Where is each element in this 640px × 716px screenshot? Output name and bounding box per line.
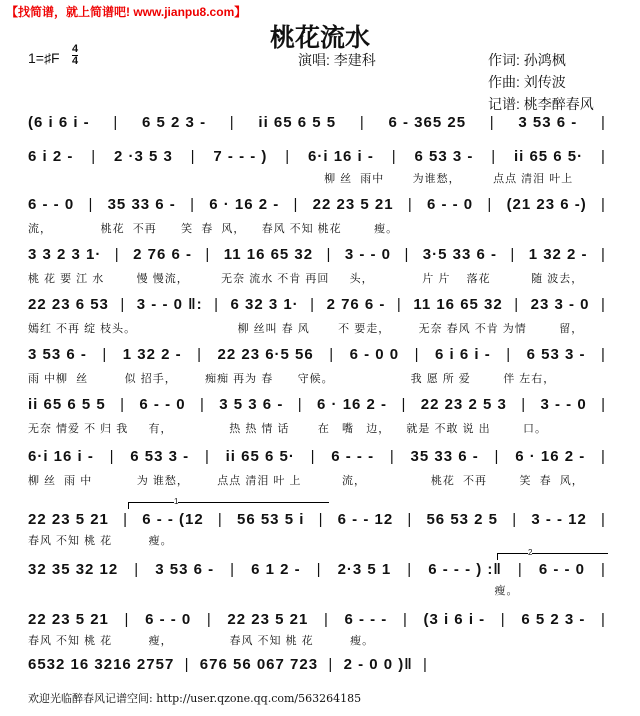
measure: 6 - - 12 bbox=[337, 511, 394, 528]
volta-2 bbox=[497, 548, 608, 560]
bar-line: | bbox=[120, 296, 126, 313]
measure: 3 5 3 6 - bbox=[219, 396, 284, 413]
measure: (6 i 6 i - bbox=[28, 114, 90, 131]
lyrics-row: 嫣红 不再 绽 枝头。 柳 丝叫 春 风 不 要走， 无奈 春风 不肯 为情 留， bbox=[28, 323, 584, 335]
measure: 3 - - 0 bbox=[540, 396, 587, 413]
measure: 6 i 2 - bbox=[28, 148, 74, 165]
bar-line: | bbox=[600, 148, 606, 165]
bar-line: | bbox=[310, 296, 316, 313]
bar-line: | bbox=[206, 611, 212, 628]
bar-line: | bbox=[600, 114, 606, 131]
lyrics-row: 春风 不知 桃 花 瘦， 春风 不知 桃 花 瘦。 bbox=[28, 635, 375, 647]
bar-line: | bbox=[601, 196, 606, 213]
bar-line: | bbox=[318, 511, 324, 528]
lyrics-row: 柳 丝 雨 中 为 谁愁， 点点 清泪 叶 上 流， 桃花 不再 笑 春 风， bbox=[28, 475, 584, 487]
bar-line: | bbox=[323, 611, 329, 628]
measure: 22 23 5 21 bbox=[227, 611, 309, 628]
measure: 2·3 5 1 bbox=[337, 561, 392, 578]
bar-line: | bbox=[423, 656, 428, 673]
measure: 56 53 5 i bbox=[236, 511, 305, 528]
measure: 22 23 6 53 bbox=[28, 296, 109, 313]
lyrics-row: 春风 不知 桃 花 瘦。 bbox=[28, 535, 173, 547]
bar-line: | bbox=[407, 511, 413, 528]
bar-line: | bbox=[601, 511, 606, 528]
time-bottom: 4 bbox=[72, 55, 79, 67]
transcriber: 记谱: 桃李醉春风 bbox=[488, 96, 594, 112]
measure: 6·i 16 i - bbox=[28, 448, 94, 465]
bar-line: | bbox=[326, 246, 332, 263]
measure: ii 65 6 5· bbox=[225, 448, 295, 465]
measure: ii 65 6 5 5 bbox=[258, 114, 337, 131]
bar-line: | bbox=[487, 196, 493, 213]
measure: (3 i 6 i - bbox=[423, 611, 486, 628]
measure: 6 i 6 i - bbox=[435, 346, 491, 363]
notation-row bbox=[28, 656, 428, 673]
bar-line: | bbox=[190, 148, 196, 165]
bar-line: | bbox=[102, 346, 108, 363]
measure: 3 - - 0 ‖: bbox=[136, 296, 203, 313]
time-top: 4 bbox=[72, 43, 79, 55]
measure: 6 - - 0 bbox=[139, 396, 186, 413]
notation-row bbox=[28, 611, 606, 628]
lyrics-row: 瘦。 bbox=[28, 585, 519, 597]
measure: 1 32 2 - bbox=[528, 246, 588, 263]
bar-line: | bbox=[297, 396, 303, 413]
measure: 35 33 6 - bbox=[107, 196, 176, 213]
key-signature: 1=♯F bbox=[28, 50, 60, 66]
measure: (21 23 6 -) bbox=[506, 196, 587, 213]
bar-line: | bbox=[328, 656, 334, 673]
measure: 2 76 6 - bbox=[133, 246, 192, 263]
bar-line: | bbox=[134, 561, 140, 578]
bar-line: | bbox=[389, 448, 395, 465]
bar-line: | bbox=[510, 246, 516, 263]
measure: 22 23 6·5 56 bbox=[217, 346, 314, 363]
bar-line: | bbox=[217, 511, 223, 528]
bar-line: | bbox=[396, 296, 402, 313]
bar-line: | bbox=[391, 148, 397, 165]
bar-line: | bbox=[230, 561, 236, 578]
bar-line: | bbox=[184, 656, 190, 673]
measure: 35 33 6 - bbox=[410, 448, 479, 465]
measure: 6 · 16 2 - bbox=[515, 448, 586, 465]
measure: 6 - - 0 bbox=[538, 561, 586, 578]
bar-line: | bbox=[601, 396, 606, 413]
measure: 3 53 6 - bbox=[518, 114, 578, 131]
bar-line: | bbox=[414, 346, 420, 363]
bar-line: | bbox=[521, 396, 527, 413]
measure: 6·i 16 i - bbox=[308, 148, 374, 165]
bar-line: | bbox=[329, 346, 335, 363]
notation-row bbox=[28, 396, 606, 413]
measure: 3 - - 0 bbox=[344, 246, 392, 263]
composer: 作曲: 刘传波 bbox=[488, 74, 566, 90]
bar-line: | bbox=[514, 296, 520, 313]
bar-line: | bbox=[109, 448, 115, 465]
measure: 22 23 5 21 bbox=[28, 511, 109, 528]
singer: 演唱: 李建科 bbox=[298, 52, 376, 68]
measure: 6 · 16 2 - bbox=[317, 396, 388, 413]
measure: 6 - - 0 bbox=[426, 196, 474, 213]
notation-row bbox=[28, 511, 606, 528]
bar-line: | bbox=[199, 396, 205, 413]
volta-1-label: 1 bbox=[174, 497, 179, 506]
bar-line: | bbox=[407, 561, 413, 578]
notation-row bbox=[28, 448, 606, 465]
measure: 6 1 2 - bbox=[251, 561, 301, 578]
lyrics-row: 雨 中柳 丝 似 招手， 痴痴 再为 春 守候。 我 愿 所 爱 伴 左右， bbox=[28, 373, 556, 385]
bar-line: | bbox=[489, 114, 495, 131]
bar-line: | bbox=[402, 611, 408, 628]
measure: 6 53 3 - bbox=[414, 148, 474, 165]
notation-row bbox=[28, 346, 606, 363]
measure: 6 53 3 - bbox=[130, 448, 190, 465]
measure: 2 ·3 5 3 bbox=[113, 148, 173, 165]
measure: 6 - - - bbox=[344, 611, 388, 628]
measure: ii 65 6 5· bbox=[513, 148, 584, 165]
lyrics-row: 柳 丝 雨中 为谁愁， 点点 清泪 叶上 bbox=[28, 173, 574, 185]
footer-text: 欢迎光临醉春风记谱空间: http://user.qzone.qq.com/563264185 bbox=[28, 692, 362, 705]
bar-line: | bbox=[401, 396, 407, 413]
measure: 6 - - 0 bbox=[28, 196, 75, 213]
measure: 6 5 2 3 - bbox=[142, 114, 207, 131]
measure: 22 23 5 21 bbox=[28, 611, 109, 628]
measure: 6 - - - ) :‖ bbox=[428, 561, 502, 578]
bar-line: | bbox=[407, 196, 413, 213]
lyricist: 作词: 孙鸿枫 bbox=[488, 52, 566, 68]
measure: 22 23 2 5 3 bbox=[420, 396, 507, 413]
bar-line: | bbox=[113, 114, 119, 131]
bar-line: | bbox=[205, 246, 211, 263]
measure: 6 - 365 25 bbox=[388, 114, 467, 131]
measure: 6 - 0 0 bbox=[349, 346, 400, 363]
measure: 6 53 3 - bbox=[526, 346, 586, 363]
measure: 11 16 65 32 bbox=[413, 296, 503, 313]
measure: 6 - - 0 bbox=[145, 611, 192, 628]
watermark: 【找简谱，就上简谱吧! www.jianpu8.com】 bbox=[6, 5, 247, 19]
bar-line: | bbox=[120, 396, 126, 413]
measure: 32 35 32 12 bbox=[28, 561, 119, 578]
time-signature bbox=[72, 44, 78, 67]
bar-line: | bbox=[285, 148, 291, 165]
bar-line: | bbox=[517, 561, 523, 578]
measure: 676 56 067 723 bbox=[199, 656, 319, 673]
measure: 11 16 65 32 bbox=[223, 246, 314, 263]
measure: 22 23 5 21 bbox=[312, 196, 394, 213]
notation-row bbox=[28, 196, 606, 213]
bar-line: | bbox=[491, 148, 497, 165]
measure: ii 65 6 5 5 bbox=[28, 396, 106, 413]
bar-line: | bbox=[293, 196, 299, 213]
bar-line: | bbox=[359, 114, 365, 131]
measure: 6532 16 3216 2757 bbox=[28, 656, 175, 673]
measure: 56 53 2 5 bbox=[426, 511, 499, 528]
bar-line: | bbox=[229, 114, 235, 131]
bar-line: | bbox=[123, 511, 128, 528]
notation-row bbox=[28, 296, 606, 313]
bar-line: | bbox=[190, 196, 195, 213]
song-title: 桃花流水 bbox=[269, 23, 370, 52]
bar-line: | bbox=[310, 448, 316, 465]
bar-line: | bbox=[124, 611, 130, 628]
notation-row bbox=[28, 561, 606, 578]
lyrics-row: 无奈 情爱 不 归 我 有， 热 热 情 话 在 嘴 边， 就是 不敢 说 出 口。 bbox=[28, 423, 548, 435]
bar-line: | bbox=[600, 611, 606, 628]
bar-line: | bbox=[600, 346, 606, 363]
measure: 7 - - - ) bbox=[213, 148, 268, 165]
measure: 3 53 6 - bbox=[28, 346, 87, 363]
measure: 6 5 2 3 - bbox=[521, 611, 586, 628]
bar-line: | bbox=[197, 346, 203, 363]
measure: 3 3 2 3 1· bbox=[28, 246, 102, 263]
bar-line: | bbox=[512, 511, 518, 528]
measure: 3·5 33 6 - bbox=[422, 246, 497, 263]
measure: 2 - 0 0 )‖ bbox=[343, 656, 413, 673]
lyrics-row: 流， 桃花 不再 笑 春 风， 春风 不知 桃花 瘦。 bbox=[28, 223, 399, 235]
measure: 1 32 2 - bbox=[122, 346, 182, 363]
bar-line: | bbox=[404, 246, 410, 263]
measure: 6 - - - bbox=[331, 448, 375, 465]
bar-line: | bbox=[500, 611, 506, 628]
bar-line: | bbox=[91, 148, 97, 165]
bar-line: | bbox=[316, 561, 322, 578]
bar-line: | bbox=[600, 246, 606, 263]
bar-line: | bbox=[494, 448, 500, 465]
bar-line: | bbox=[601, 561, 606, 578]
bar-line: | bbox=[88, 196, 94, 213]
bar-line: | bbox=[114, 246, 120, 263]
measure: 3 - - 12 bbox=[531, 511, 587, 528]
measure: 3 53 6 - bbox=[155, 561, 215, 578]
notation-row bbox=[28, 148, 606, 165]
bar-line: | bbox=[214, 296, 219, 313]
measure: 6 - - (12 bbox=[142, 511, 204, 528]
notation-row bbox=[28, 246, 606, 263]
measure: 2 76 6 - bbox=[326, 296, 386, 313]
volta-2-label: 2 bbox=[528, 548, 533, 557]
lyrics-row: 桃 花 要 江 水 慢 慢流， 无奈 流水 不肯 再回 头， 片 片 落花 随 波去， bbox=[28, 273, 584, 285]
bar-line: | bbox=[600, 296, 606, 313]
measure: 23 3 - 0 bbox=[530, 296, 590, 313]
notation-row bbox=[28, 114, 606, 131]
volta-1 bbox=[128, 497, 329, 509]
bar-line: | bbox=[506, 346, 512, 363]
bar-line: | bbox=[600, 448, 606, 465]
bar-line: | bbox=[204, 448, 210, 465]
measure: 6 32 3 1· bbox=[230, 296, 299, 313]
measure: 6 · 16 2 - bbox=[209, 196, 280, 213]
